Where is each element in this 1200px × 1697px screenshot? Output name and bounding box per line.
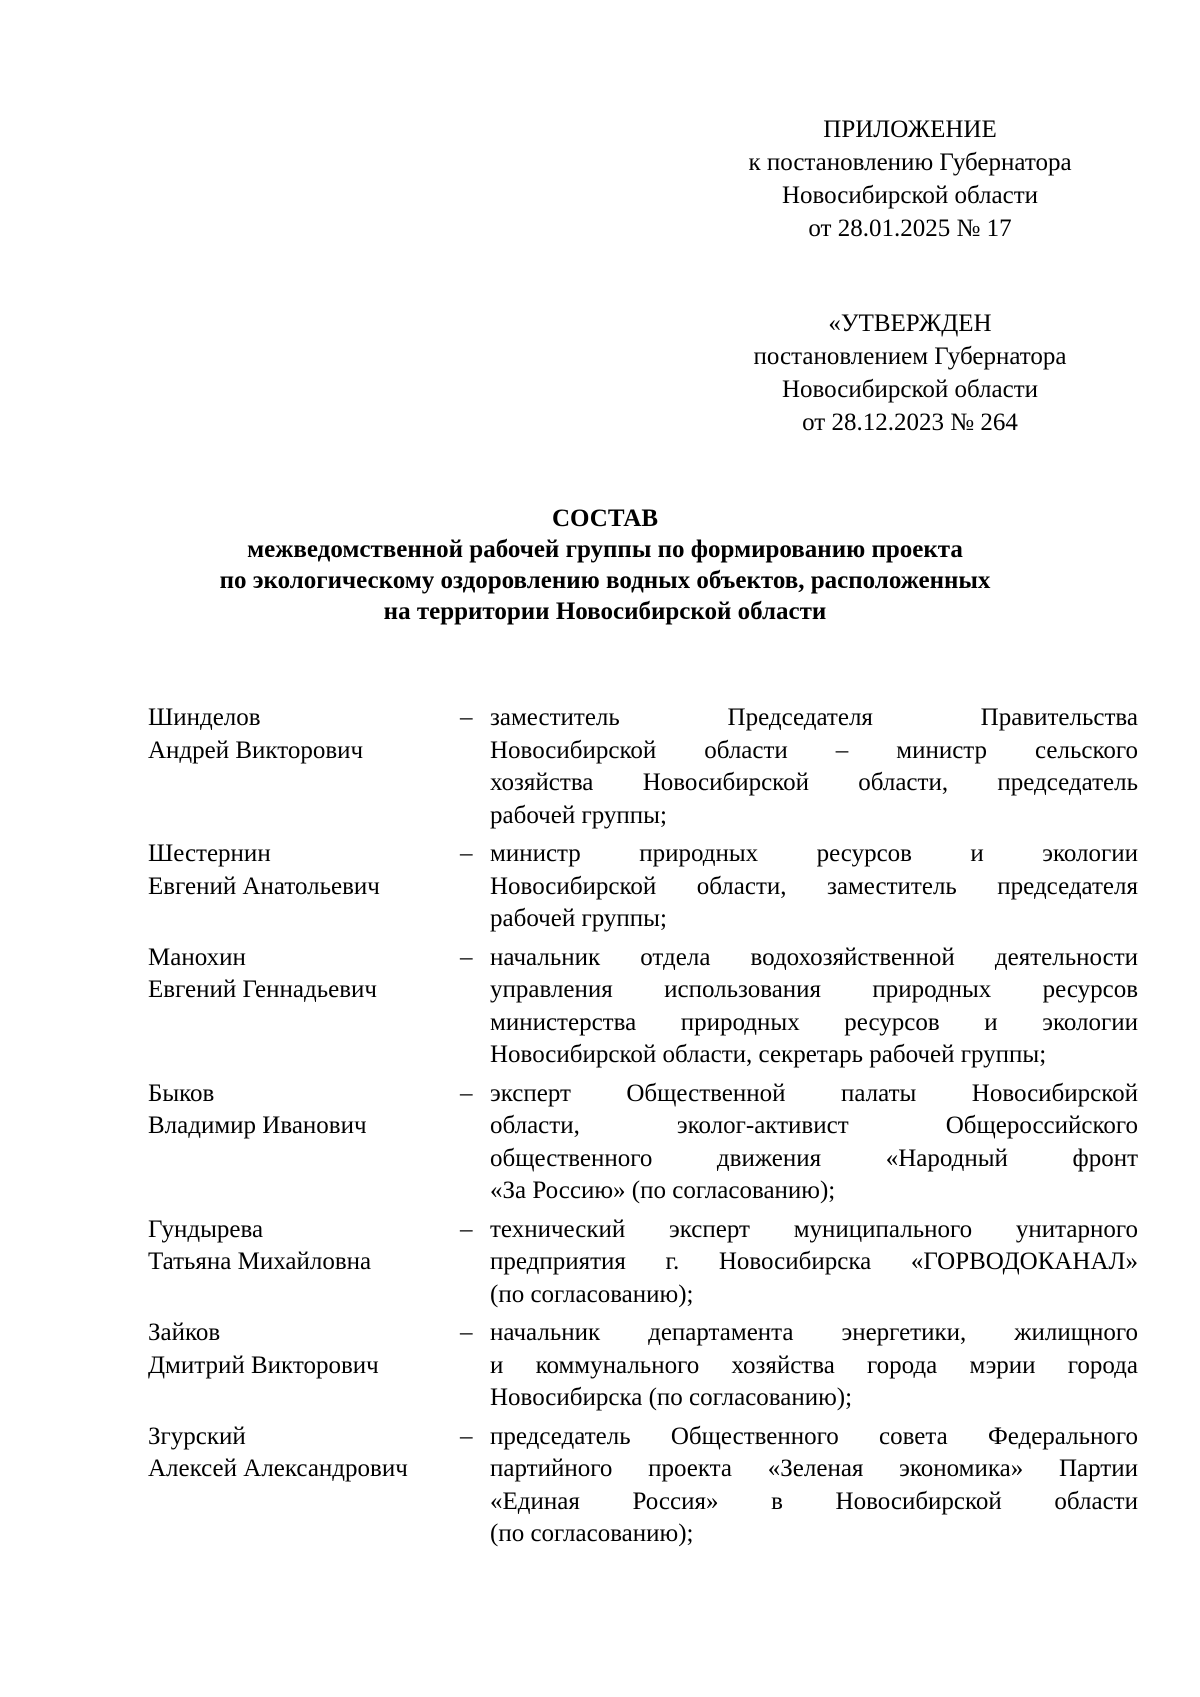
member-description-line: «Единая Россия» в Новосибирской области xyxy=(490,1487,1138,1515)
member-description-line: заместитель Председателя Правительства xyxy=(490,704,1138,731)
member-description-line: общественного движения «Народный фронт xyxy=(490,1144,1138,1172)
approved-ref: постановлением Губернатора xyxy=(753,343,1067,370)
member-given-name: Евгений Анатольевич xyxy=(148,872,380,900)
member-given-name: Дмитрий Викторович xyxy=(148,1351,379,1379)
member-surname: Гундырева xyxy=(148,1215,264,1243)
document-title xyxy=(150,503,1060,627)
member-description xyxy=(490,702,1138,832)
member-description xyxy=(490,838,1138,936)
appendix-ref: к постановлению Губернатора xyxy=(748,149,1072,176)
approved-label: «УТВЕРЖДЕН xyxy=(828,310,992,337)
members-list xyxy=(148,702,1138,1557)
member-given-name: Владимир Иванович xyxy=(148,1112,367,1139)
member-description-line: и коммунального хозяйства города мэрии города xyxy=(490,1351,1138,1379)
member-name xyxy=(148,702,460,832)
member-description-line: министр природных ресурсов и экологии xyxy=(490,840,1138,867)
member-description-line: рабочей группы; xyxy=(490,801,667,829)
member-description-line: Новосибирской области – министр сельского xyxy=(490,736,1138,764)
member-given-name: Андрей Викторович xyxy=(148,736,364,764)
member-description-line: начальник департамента энергетики, жилищного xyxy=(490,1319,1138,1346)
member-name xyxy=(148,1214,460,1312)
member-dash: – xyxy=(460,943,473,971)
title-line-2: межведомственной рабочей группы по формированию проекта xyxy=(247,536,963,563)
title-line-3: по экологическому оздоровлению водных объектов, расположенных xyxy=(219,567,991,594)
member-description-line: Новосибирской области, секретарь рабочей группы; xyxy=(490,1041,1047,1068)
member-surname: Манохин xyxy=(148,943,246,971)
member-surname: Шестернин xyxy=(148,840,271,867)
appendix-header xyxy=(740,113,1080,245)
member-given-name: Татьяна Михайловна xyxy=(148,1248,372,1275)
member-given-name: Алексей Александрович xyxy=(148,1455,408,1482)
member-given-name: Евгений Геннадьевич xyxy=(148,976,377,1003)
member-row xyxy=(148,942,1138,1072)
member-dash: – xyxy=(460,704,473,731)
member-description-line: области, эколог-активист Общероссийского xyxy=(490,1112,1138,1139)
approved-date-number: от 28.12.2023 № 264 xyxy=(802,409,1018,436)
member-description-line: эксперт Общественной палаты Новосибирской xyxy=(490,1079,1138,1107)
member-dash: – xyxy=(460,1215,473,1243)
approved-region: Новосибирской области xyxy=(781,376,1039,403)
member-dash: – xyxy=(460,1422,473,1450)
member-description xyxy=(490,1421,1138,1551)
member-description-line: Новосибирской области, заместитель председателя xyxy=(490,872,1138,900)
member-name xyxy=(148,1421,460,1551)
member-description-line: хозяйства Новосибирской области, председатель xyxy=(490,769,1138,796)
member-description xyxy=(490,1317,1138,1415)
member-description-line: технический эксперт муниципального унитарного xyxy=(490,1215,1138,1243)
title-heading: СОСТАВ xyxy=(551,505,659,532)
member-description xyxy=(490,1214,1138,1312)
member-row xyxy=(148,838,1138,936)
appendix-date-number: от 28.01.2025 № 17 xyxy=(808,215,1012,242)
member-description-line: «За Россию» (по согласованию); xyxy=(490,1177,836,1204)
member-description xyxy=(490,942,1138,1072)
member-description-line: (по согласованию); xyxy=(490,1280,694,1308)
member-name xyxy=(148,838,460,936)
member-description-line: партийного проекта «Зеленая экономика» Партии xyxy=(490,1455,1138,1482)
member-description-line: рабочей группы; xyxy=(490,905,667,932)
member-name xyxy=(148,1078,460,1208)
member-description-line: (по согласованию); xyxy=(490,1520,694,1547)
member-description-line: Новосибирска (по согласованию); xyxy=(490,1384,853,1411)
member-surname: Згурский xyxy=(148,1422,246,1450)
member-dash: – xyxy=(460,840,473,867)
member-row xyxy=(148,1214,1138,1312)
member-row xyxy=(148,1421,1138,1551)
member-row xyxy=(148,702,1138,832)
member-name xyxy=(148,942,460,1072)
appendix-label: ПРИЛОЖЕНИЕ xyxy=(823,116,997,143)
approved-header xyxy=(740,307,1080,439)
member-description-line: председатель Общественного совета Федерального xyxy=(490,1422,1138,1450)
member-description-line: министерства природных ресурсов и экологии xyxy=(490,1008,1138,1036)
title-line-4: на территории Новосибирской области xyxy=(383,598,827,625)
member-description-line: предприятия г. Новосибирска «ГОРВОДОКАНАЛ» xyxy=(490,1248,1138,1275)
member-row xyxy=(148,1078,1138,1208)
member-description-line: начальник отдела водохозяйственной деятельности xyxy=(490,943,1138,971)
member-dash: – xyxy=(460,1319,473,1346)
member-surname: Шинделов xyxy=(148,704,261,731)
appendix-region: Новосибирской области xyxy=(781,182,1039,209)
member-dash: – xyxy=(460,1079,473,1107)
member-surname: Быков xyxy=(148,1079,215,1107)
member-row xyxy=(148,1317,1138,1415)
member-name xyxy=(148,1317,460,1415)
member-surname: Зайков xyxy=(148,1319,221,1346)
member-description-line: управления использования природных ресурсов xyxy=(490,976,1138,1003)
member-description xyxy=(490,1078,1138,1208)
